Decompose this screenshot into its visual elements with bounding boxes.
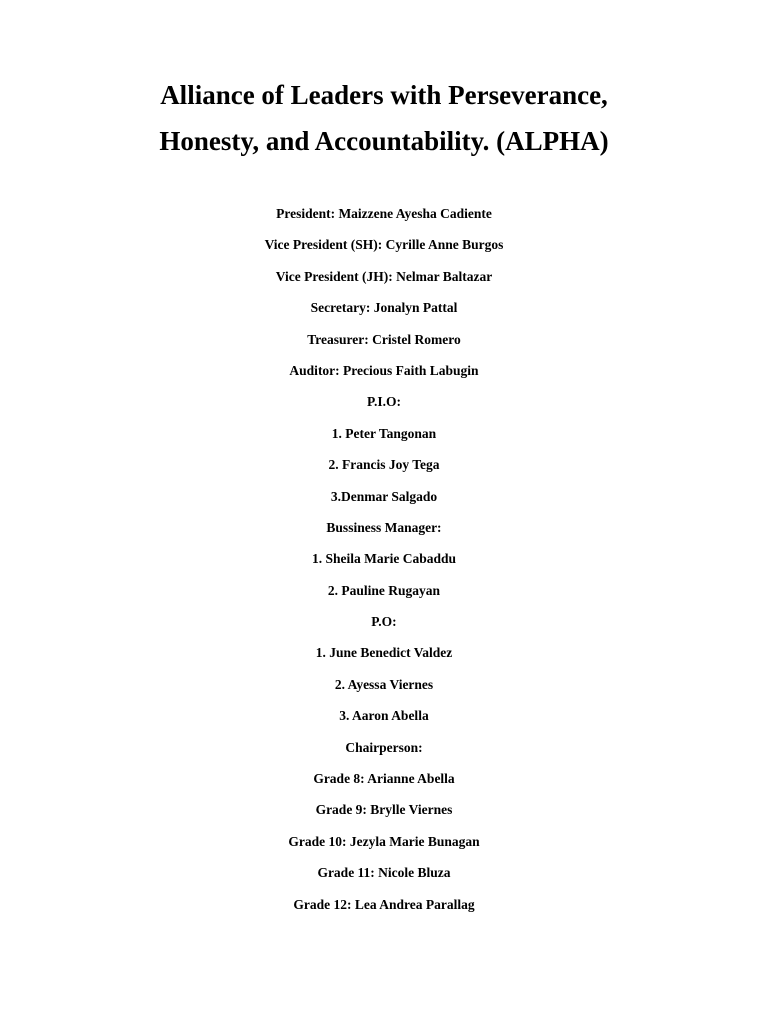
business-manager-member: 1. Sheila Marie Cabaddu [311,551,457,567]
officer-vice-president-sh: Vice President (SH): Cyrille Anne Burgos [264,237,504,253]
section-heading-po: P.O: [371,614,397,630]
po-member: 3. Aaron Abella [339,708,429,724]
po-member: 1. June Benedict Valdez [315,645,453,661]
pio-member: 1. Peter Tangonan [331,425,437,441]
chairperson-grade-11: Grade 11: Nicole Bluza [317,865,451,881]
chairperson-grade-8: Grade 8: Arianne Abella [313,771,455,787]
pio-member: 2. Francis Joy Tega [328,457,440,473]
chairperson-grade-10: Grade 10: Jezyla Marie Bunagan [288,833,480,849]
section-heading-chairperson: Chairperson: [345,739,423,755]
officer-president: President: Maizzene Ayesha Cadiente [276,206,492,221]
chairperson-grade-12: Grade 12: Lea Andrea Parallag [293,896,475,912]
section-heading-business-manager: Bussiness Manager: [326,519,442,535]
document-title [0,72,768,164]
officer-roster [0,202,768,924]
pio-member: 3.Denmar Salgado [330,488,438,504]
officer-auditor: Auditor: Precious Faith Labugin [289,362,479,378]
title-line-2: Honesty, and Accountability. (ALPHA) [159,126,609,156]
officer-vice-president-jh: Vice President (JH): Nelmar Baltazar [275,268,493,284]
section-heading-pio: P.I.O: [366,394,401,410]
business-manager-member: 2. Pauline Rugayan [327,582,441,598]
po-member: 2. Ayessa Viernes [334,676,434,692]
officer-treasurer: Treasurer: Cristel Romero [307,331,461,347]
title-line-1: Alliance of Leaders with Perseverance, [160,80,608,110]
officer-secretary: Secretary: Jonalyn Pattal [310,300,458,316]
chairperson-grade-9: Grade 9: Brylle Viernes [315,802,453,818]
